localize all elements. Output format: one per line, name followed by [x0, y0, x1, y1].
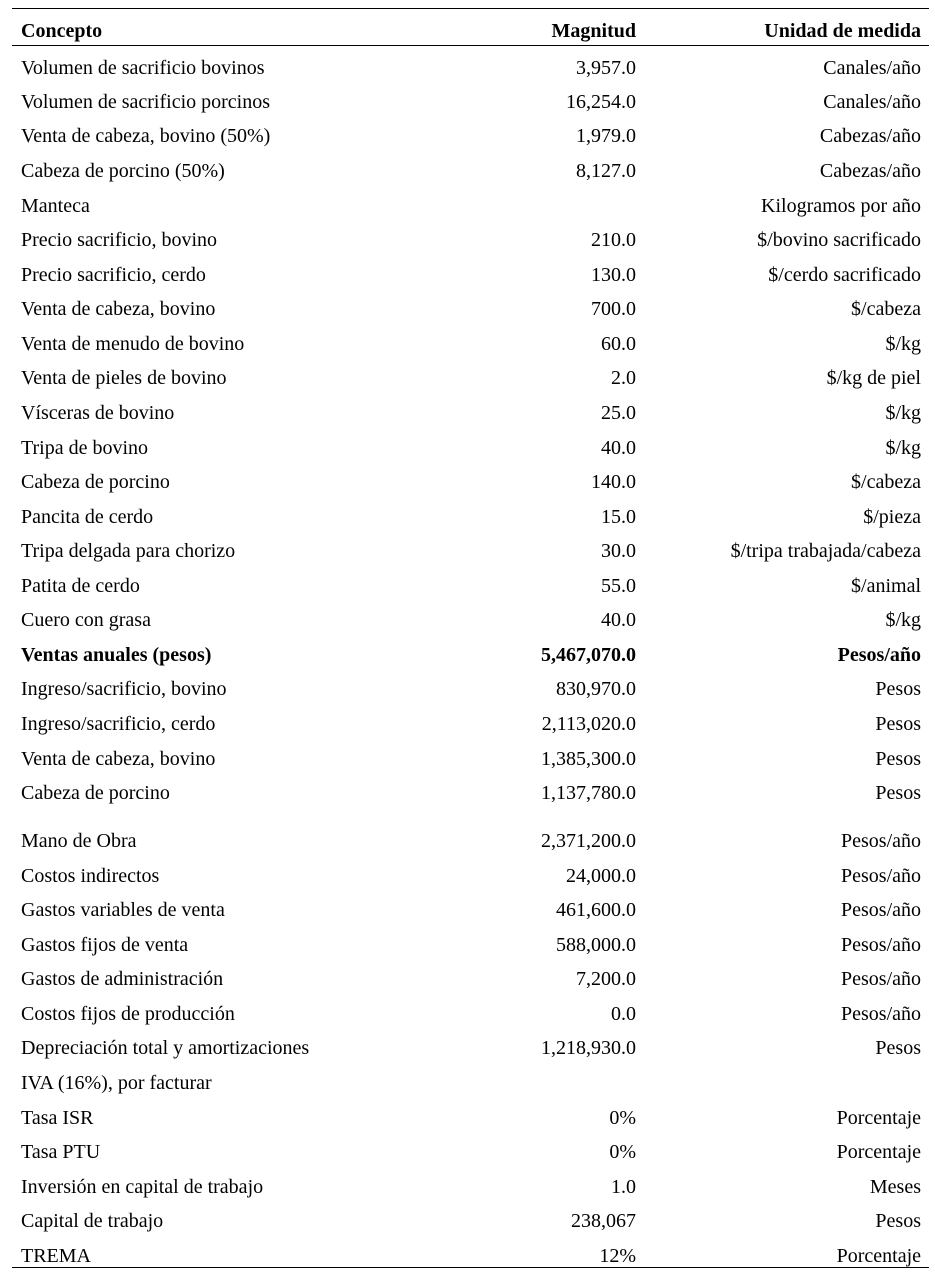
row-concept: Costos fijos de producción: [21, 1003, 235, 1025]
row-unit: Pesos/año: [841, 934, 921, 956]
row-magnitude: 210.0: [591, 229, 636, 251]
table-row: [12, 431, 929, 465]
table-row: [12, 824, 929, 858]
table-header-rule: [12, 45, 929, 46]
row-concept: Tasa PTU: [21, 1141, 101, 1163]
table-row: [12, 396, 929, 430]
row-concept: Tasa ISR: [21, 1107, 94, 1129]
row-magnitude: 1,137,780.0: [541, 782, 636, 804]
row-unit: $/kg de piel: [826, 367, 921, 389]
row-unit: Pesos/año: [841, 865, 921, 887]
row-magnitude: 238,067: [571, 1210, 636, 1232]
row-unit: $/cerdo sacrificado: [768, 264, 921, 286]
row-unit: Pesos/año: [841, 899, 921, 921]
table-row: [12, 51, 929, 85]
row-concept: Inversión en capital de trabajo: [21, 1176, 264, 1198]
row-concept: Depreciación total y amortizaciones: [21, 1037, 310, 1059]
row-concept: Venta de cabeza, bovino: [21, 298, 216, 320]
table-row: [12, 85, 929, 119]
row-unit: Pesos: [875, 748, 921, 770]
row-magnitude: 16,254.0: [566, 91, 636, 113]
row-concept: Gastos de administración: [21, 968, 224, 990]
table-row: [12, 1170, 929, 1204]
row-concept: Pancita de cerdo: [21, 506, 154, 528]
row-concept: Precio sacrificio, cerdo: [21, 264, 206, 286]
row-unit: Pesos: [875, 782, 921, 804]
row-magnitude: 15.0: [601, 506, 636, 528]
row-unit: $/cabeza: [851, 298, 921, 320]
table-top-rule: [12, 8, 929, 9]
row-magnitude: 0%: [609, 1107, 636, 1129]
row-unit: $/animal: [851, 575, 921, 597]
row-concept: Vísceras de bovino: [21, 402, 175, 424]
row-magnitude: 461,600.0: [556, 899, 636, 921]
row-concept: Venta de cabeza, bovino: [21, 748, 216, 770]
row-concept: Patita de cerdo: [21, 575, 140, 597]
row-unit: Canales/año: [823, 57, 921, 79]
row-concept: Cuero con grasa: [21, 609, 151, 631]
row-unit: Pesos/año: [841, 830, 921, 852]
table-row: [12, 707, 929, 741]
row-magnitude: 25.0: [601, 402, 636, 424]
row-concept: Venta de pieles de bovino: [21, 367, 227, 389]
row-concept: Cabeza de porcino: [21, 782, 170, 804]
row-magnitude: 140.0: [591, 471, 636, 493]
row-unit: Pesos: [875, 1210, 921, 1232]
table-bottom-rule: [12, 1267, 929, 1268]
row-unit: Cabezas/año: [819, 160, 921, 182]
row-magnitude: 3,957.0: [576, 57, 636, 79]
row-unit: Pesos/año: [837, 644, 921, 666]
row-concept: TREMA: [21, 1245, 91, 1267]
table-row: [12, 119, 929, 153]
table-row: [12, 893, 929, 927]
table-row: [12, 223, 929, 257]
table-row: [12, 997, 929, 1031]
row-magnitude: 8,127.0: [576, 160, 636, 182]
row-magnitude: 7,200.0: [576, 968, 636, 990]
table-row: [12, 534, 929, 568]
row-unit: Canales/año: [823, 91, 921, 113]
row-magnitude: 1,979.0: [576, 125, 636, 147]
row-concept: Tripa de bovino: [21, 437, 149, 459]
row-magnitude: 60.0: [601, 333, 636, 355]
row-unit: Porcentaje: [836, 1107, 921, 1129]
row-concept: Cabeza de porcino (50%): [21, 160, 225, 182]
table-row: [12, 638, 929, 672]
row-concept: Capital de trabajo: [21, 1210, 164, 1232]
row-magnitude: 2,113,020.0: [541, 713, 636, 735]
row-concept: Volumen de sacrificio porcinos: [21, 91, 271, 113]
row-unit: Kilogramos por año: [761, 195, 921, 217]
row-magnitude: 0.0: [611, 1003, 636, 1025]
row-magnitude: 830,970.0: [556, 678, 636, 700]
table-row: [12, 776, 929, 810]
table-row: [12, 1204, 929, 1238]
table-row: [12, 361, 929, 395]
row-magnitude: 1,385,300.0: [541, 748, 636, 770]
row-magnitude: 588,000.0: [556, 934, 636, 956]
table-row: [12, 1101, 929, 1135]
row-magnitude: 55.0: [601, 575, 636, 597]
row-magnitude: 40.0: [601, 437, 636, 459]
row-magnitude: 0%: [609, 1141, 636, 1163]
row-unit: $/kg: [885, 402, 921, 424]
table-row: [12, 1135, 929, 1169]
row-concept: Costos indirectos: [21, 865, 160, 887]
row-magnitude: 30.0: [601, 540, 636, 562]
row-unit: $/bovino sacrificado: [757, 229, 921, 251]
header-magnitude: Magnitud: [551, 20, 636, 42]
table-row: [12, 928, 929, 962]
row-unit: $/pieza: [863, 506, 921, 528]
row-concept: Volumen de sacrificio bovinos: [21, 57, 265, 79]
row-unit: Pesos/año: [841, 968, 921, 990]
row-unit: Meses: [869, 1176, 921, 1198]
row-magnitude: 1.0: [611, 1176, 636, 1198]
row-concept: Cabeza de porcino: [21, 471, 170, 493]
table-row: [12, 327, 929, 361]
table-row: [12, 292, 929, 326]
row-concept: Ventas anuales (pesos): [21, 644, 212, 666]
row-concept: Precio sacrificio, bovino: [21, 229, 218, 251]
table-row: [12, 962, 929, 996]
row-unit: Pesos: [875, 678, 921, 700]
table-row: [12, 189, 929, 223]
header-concept: Concepto: [21, 20, 103, 42]
row-concept: Tripa delgada para chorizo: [21, 540, 236, 562]
table-row: [12, 742, 929, 776]
row-concept: Manteca: [21, 195, 90, 217]
row-unit: Pesos/año: [841, 1003, 921, 1025]
row-concept: Ingreso/sacrificio, cerdo: [21, 713, 216, 735]
row-magnitude: 1,218,930.0: [541, 1037, 636, 1059]
row-concept: Mano de Obra: [21, 830, 137, 852]
row-magnitude: 12%: [599, 1245, 636, 1267]
table-row: [12, 603, 929, 637]
row-unit: $/kg: [885, 333, 921, 355]
row-magnitude: 700.0: [591, 298, 636, 320]
row-concept: Gastos fijos de venta: [21, 934, 189, 956]
table-row: [12, 859, 929, 893]
table-header: [12, 16, 929, 46]
table-row: [12, 1066, 929, 1100]
row-unit: Pesos: [875, 1037, 921, 1059]
row-magnitude: 130.0: [591, 264, 636, 286]
row-concept: Ingreso/sacrificio, bovino: [21, 678, 227, 700]
table-row: [12, 672, 929, 706]
row-unit: Cabezas/año: [819, 125, 921, 147]
row-unit: $/kg: [885, 437, 921, 459]
row-unit: Porcentaje: [836, 1245, 921, 1267]
row-unit: $/kg: [885, 609, 921, 631]
row-concept: Venta de menudo de bovino: [21, 333, 245, 355]
row-concept: Venta de cabeza, bovino (50%): [21, 125, 271, 147]
row-concept: IVA (16%), por facturar: [21, 1072, 212, 1094]
table-row: [12, 258, 929, 292]
table-row: [12, 1031, 929, 1065]
row-unit: $/cabeza: [851, 471, 921, 493]
row-unit: Pesos: [875, 713, 921, 735]
row-magnitude: 2.0: [611, 367, 636, 389]
row-unit: Porcentaje: [836, 1141, 921, 1163]
row-unit: $/tripa trabajada/cabeza: [730, 540, 921, 562]
row-magnitude: 2,371,200.0: [541, 830, 636, 852]
row-magnitude: 40.0: [601, 609, 636, 631]
table-row: [12, 569, 929, 603]
row-magnitude: 5,467,070.0: [541, 644, 636, 666]
header-unit: Unidad de medida: [764, 20, 921, 42]
table-row: [12, 500, 929, 534]
row-magnitude: 24,000.0: [566, 865, 636, 887]
table-row: [12, 154, 929, 188]
row-concept: Gastos variables de venta: [21, 899, 225, 921]
table-row: [12, 465, 929, 499]
